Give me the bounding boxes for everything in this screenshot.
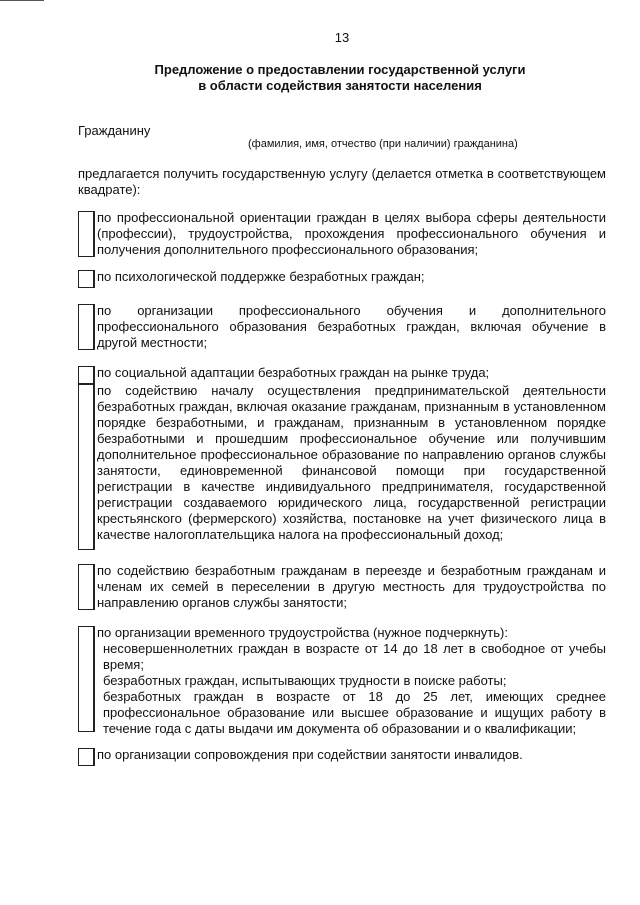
option-text: по организации сопровождения при содействии занятости инвалидов.: [97, 747, 523, 762]
fio-hint: (фамилия, имя, отчество (при наличии) гражданина): [248, 138, 518, 150]
option-checkbox[interactable]: [78, 626, 94, 732]
title-line-2: в области содействия занятости населения: [198, 78, 482, 93]
document-title: [80, 62, 600, 94]
option-divider: [94, 211, 95, 257]
citizen-label: Гражданину: [78, 123, 151, 138]
option-text: по содействию безработным гражданам в переезде и безработным гражданам и членам их семей в переселении в другую местность для трудоустройства по направлению органов службы занятости;: [97, 563, 606, 610]
option-checkbox[interactable]: [78, 304, 94, 350]
option-divider: [94, 626, 95, 732]
subitem-minors: несовершеннолетних граждан в возрасте от 14 до 18 лет в свободное от учебы время;: [103, 641, 606, 672]
option-text: по психологической поддержке безработных граждан;: [97, 269, 425, 284]
subitem-young-graduates: безработных граждан в возрасте от 18 до 25 лет, имеющих среднее профессиональное образование или высшее образование и ищущих работу в течение года с даты выдачи им документа об образовании и о квалификации;: [103, 689, 606, 736]
option-divider: [94, 270, 95, 288]
top-edge-line: [0, 0, 44, 1]
option-checkbox[interactable]: [78, 748, 94, 766]
option-text: по организации временного трудоустройства (нужное подчеркнуть):: [97, 625, 508, 640]
option-divider: [94, 564, 95, 610]
option-text: по организации профессионального обучения и дополнительного профессионального образования безработных граждан, включая обучение в другой местности;: [97, 303, 606, 350]
title-line-1: Предложение о предоставлении государственной услуги: [154, 62, 526, 77]
option-checkbox[interactable]: [78, 366, 94, 384]
subitem-job-search-difficulty: безработных граждан, испытывающих трудности в поиске работы;: [103, 673, 507, 688]
option-text-block: [97, 625, 606, 737]
intro-text: предлагается получить государственную услугу (делается отметка в соответствующем квадрате):: [78, 166, 606, 197]
option-checkbox[interactable]: [78, 270, 94, 288]
option-divider: [94, 304, 95, 350]
option-checkbox[interactable]: [78, 564, 94, 610]
page-number: 13: [334, 30, 350, 45]
option-divider: [94, 384, 95, 550]
option-divider: [94, 366, 95, 384]
option-text: по профессиональной ориентации граждан в целях выбора сферы деятельности (профессии), трудоустройства, прохождения профессионального обучения и получения дополнительного профессионального образования;: [97, 210, 606, 257]
option-checkbox[interactable]: [78, 384, 94, 550]
option-text: по содействию началу осуществления предпринимательской деятельности безработных граждан, включая оказание гражданам, признанным в установленном порядке безработными, и гражданам, признанным в установленном порядке безработными и прошедшим профессиональное обучение или получившим дополнительное профессиональное образование по направлению органов службы занятости, единовременной финансовой помощи при государственной регистрации в качестве индивидуального предпринимателя, государственной регистрации создаваемого юридического лица, государственной регистрации крестьянского (фермерского) хозяйства, постановке на учет физического лица в качестве налогоплательщика налога на профессиональный доход;: [97, 383, 606, 542]
option-checkbox[interactable]: [78, 211, 94, 257]
option-text: по социальной адаптации безработных граждан на рынке труда;: [97, 365, 490, 380]
option-divider: [94, 748, 95, 766]
